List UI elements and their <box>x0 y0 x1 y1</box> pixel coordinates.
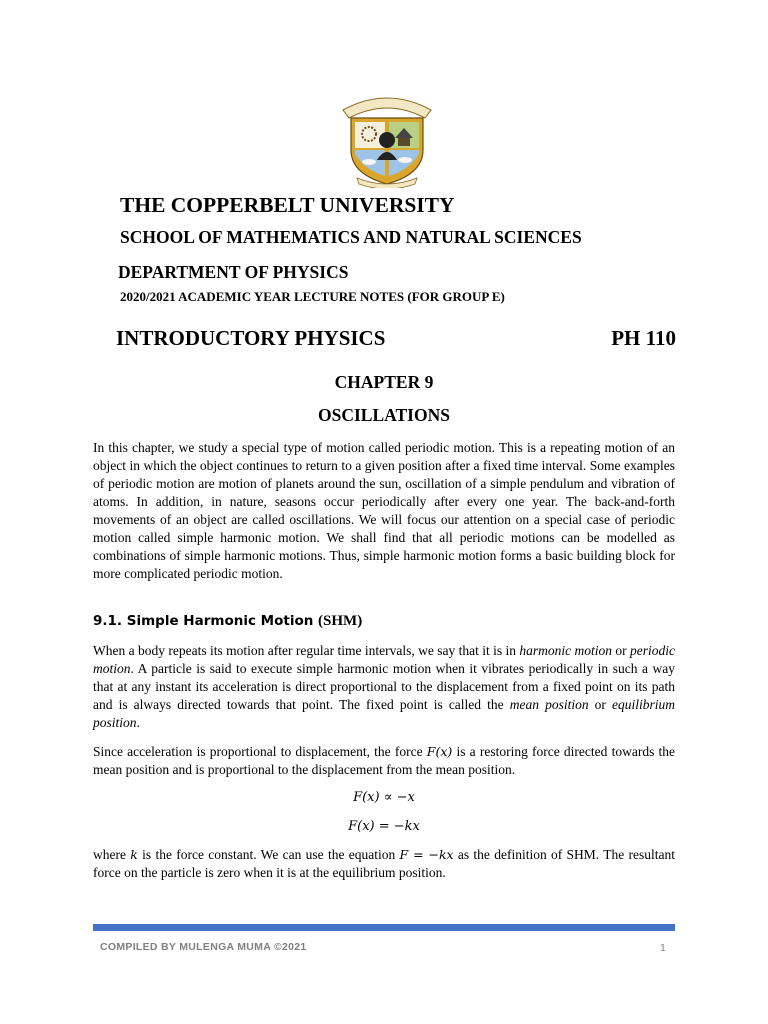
footer-rule <box>93 924 675 931</box>
equation-proportional: F(x) ∝ −x <box>353 790 415 805</box>
section-heading-text: 9.1. Simple Harmonic Motion <box>93 613 314 629</box>
text-run: is a restoring force directed towards the mean position and is proportional to the displacement from the mean position. <box>93 744 676 777</box>
university-name: THE COPPERBELT UNIVERSITY <box>120 193 455 217</box>
term-harmonic-motion: harmonic motion <box>519 643 612 658</box>
term-equilibrium-position: equilibrium position <box>93 697 676 730</box>
course-title-row <box>116 326 676 351</box>
text-run: where <box>93 847 131 862</box>
text-run: is the force constant. We can use the equation <box>137 847 400 862</box>
department-name: DEPARTMENT OF PHYSICS <box>118 262 349 282</box>
section-heading-abbrev: (SHM) <box>318 613 363 629</box>
chapter-title: OSCILLATIONS <box>318 405 450 425</box>
restoring-force-paragraph <box>93 743 675 779</box>
footer-credit: COMPILED BY MULENGA MUMA ©2021 <box>100 941 307 953</box>
text-run: or <box>588 697 613 712</box>
shm-definition-paragraph <box>93 642 675 732</box>
section-heading <box>93 613 362 630</box>
course-code: PH 110 <box>611 326 676 350</box>
text-run: When a body repeats its motion after regular time intervals, we say that it is in <box>93 643 520 658</box>
academic-year-line: 2020/2021 ACADEMIC YEAR LECTURE NOTES (FOR GROUP E) <box>120 289 505 304</box>
text-run: or <box>612 643 631 658</box>
intro-paragraph: In this chapter, we study a special type of motion called periodic motion. This is a repeating motion of an object in which the object continues to return to a given position after a fixed time interval. Some examples of periodic motion are motion of planets around the sun, oscillation of a simple pendulum and vibration of atoms. In addition, in nature, seasons occur periodically after every one year. The back-and-forth movements of an object are called oscillations. We will focus our attention on a special case of periodic motion called simple harmonic motion. We shall find that all periodic motions can be modelled as combinations of simple harmonic motions. Thus, simple harmonic motion forms a basic building block for more complicated periodic motion. <box>93 440 675 581</box>
course-name: INTRODUCTORY PHYSICS <box>116 326 386 350</box>
text-run: as the definition of SHM. The resultant force on the particle is zero when it is at the equilibrium position. <box>93 847 675 880</box>
term-periodic-motion: periodic motion <box>93 643 676 676</box>
page-number: 1 <box>660 942 666 954</box>
text-run: . <box>136 715 140 730</box>
text-run: . A particle is said to execute simple harmonic motion when it vibrates periodically in such a way that at any instant its acceleration is direct proportional to the displacement from a fixed point on its path and is always directed towards that point. The fixed point is called the <box>93 661 675 712</box>
math-inline: k <box>130 847 138 862</box>
chapter-number: CHAPTER 9 <box>334 372 434 392</box>
university-crest-logo <box>333 88 441 188</box>
term-mean-position: mean position <box>509 697 589 712</box>
math-inline: F(x) <box>426 744 453 759</box>
equation-hookes-law: F(x) = −kx <box>348 819 420 834</box>
text-run: Since acceleration is proportional to displacement, the force <box>93 744 427 759</box>
school-name: SCHOOL OF MATHEMATICS AND NATURAL SCIENCES <box>120 227 582 247</box>
math-inline: F = −kx <box>399 847 454 862</box>
force-constant-paragraph <box>93 846 675 882</box>
